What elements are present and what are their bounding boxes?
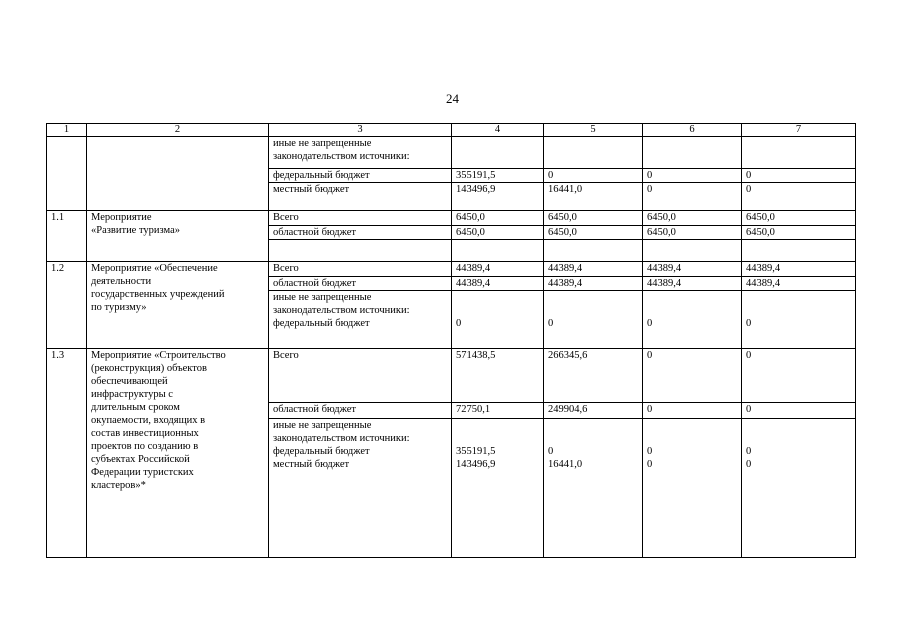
value-cell: 6450,0 <box>742 226 856 240</box>
value-cell: 0 <box>544 291 643 349</box>
source-label: иные не запрещенные законодательством источники: <box>269 137 452 169</box>
value-cell: 44389,4 <box>742 262 856 277</box>
value-cell: 44389,4 <box>452 277 544 291</box>
value-cell: 0 <box>544 169 643 183</box>
table-row <box>47 349 856 403</box>
value-cell: 266345,6 <box>544 349 643 403</box>
number-cell: 1.1 <box>47 211 87 262</box>
number-cell: 1.3 <box>47 349 87 558</box>
source-label: местный бюджет <box>269 183 452 211</box>
header-row <box>47 124 856 137</box>
value-cell: 0 <box>742 403 856 419</box>
value-cell: 44389,4 <box>544 277 643 291</box>
value-cell: 44389,4 <box>643 262 742 277</box>
number-cell <box>47 137 87 211</box>
value-cell: 6450,0 <box>643 211 742 226</box>
value-cell: 0 <box>643 291 742 349</box>
value-cell: 44389,4 <box>452 262 544 277</box>
source-label: областной бюджет <box>269 277 452 291</box>
value-cell: 0 <box>643 183 742 211</box>
header-cell: 6 <box>643 124 742 137</box>
value-cell: 0 0 <box>643 419 742 558</box>
value-cell: 6450,0 <box>643 226 742 240</box>
activity-cell: Мероприятие «Развитие туризма» <box>87 211 269 262</box>
source-label: областной бюджет <box>269 403 452 419</box>
budget-table <box>46 123 856 558</box>
table-row <box>47 262 856 277</box>
table-row <box>47 137 856 169</box>
header-cell: 7 <box>742 124 856 137</box>
source-label <box>269 240 452 262</box>
source-label: иные не запрещенные законодательством источники: федеральный бюджет <box>269 291 452 349</box>
value-cell <box>742 240 856 262</box>
header-cell: 1 <box>47 124 87 137</box>
value-cell: 0 16441,0 <box>544 419 643 558</box>
value-cell: 6450,0 <box>742 211 856 226</box>
source-label: Всего <box>269 211 452 226</box>
value-cell: 44389,4 <box>544 262 643 277</box>
activity-cell: Мероприятие «Обеспечение деятельности государственных учреждений по туризму» <box>87 262 269 349</box>
value-cell: 143496,9 <box>452 183 544 211</box>
value-cell: 44389,4 <box>742 277 856 291</box>
value-cell: 0 <box>742 291 856 349</box>
value-cell <box>544 240 643 262</box>
source-label: федеральный бюджет <box>269 169 452 183</box>
value-cell <box>643 240 742 262</box>
header-cell: 2 <box>87 124 269 137</box>
value-cell <box>544 137 643 169</box>
value-cell: 6450,0 <box>452 226 544 240</box>
value-cell: 6450,0 <box>452 211 544 226</box>
header-cell: 5 <box>544 124 643 137</box>
value-cell: 0 <box>643 349 742 403</box>
source-label: областной бюджет <box>269 226 452 240</box>
value-cell: 0 <box>452 291 544 349</box>
value-cell: 249904,6 <box>544 403 643 419</box>
value-cell: 44389,4 <box>643 277 742 291</box>
number-cell: 1.2 <box>47 262 87 349</box>
value-cell: 0 <box>742 349 856 403</box>
activity-cell <box>87 137 269 211</box>
value-cell: 6450,0 <box>544 211 643 226</box>
source-label: иные не запрещенные законодательством источники: федеральный бюджет местный бюджет <box>269 419 452 558</box>
value-cell: 6450,0 <box>544 226 643 240</box>
table-row <box>47 211 856 226</box>
value-cell: 0 <box>643 169 742 183</box>
value-cell: 0 <box>742 169 856 183</box>
value-cell: 72750,1 <box>452 403 544 419</box>
value-cell: 0 0 <box>742 419 856 558</box>
value-cell <box>643 137 742 169</box>
source-label: Всего <box>269 349 452 403</box>
value-cell: 0 <box>643 403 742 419</box>
value-cell: 0 <box>742 183 856 211</box>
activity-cell: Мероприятие «Строительство (реконструкция) объектов обеспечивающей инфраструктуры с длительным сроком окупаемости, входящих в состав инвестиционных проектов по созданию в субъектах Российской Федерации туристских кластеров»* <box>87 349 269 558</box>
value-cell: 355191,5 <box>452 169 544 183</box>
header-cell: 4 <box>452 124 544 137</box>
value-cell: 355191,5 143496,9 <box>452 419 544 558</box>
page-number: 24 <box>446 91 459 106</box>
header-cell: 3 <box>269 124 452 137</box>
value-cell: 16441,0 <box>544 183 643 211</box>
value-cell <box>452 240 544 262</box>
value-cell: 571438,5 <box>452 349 544 403</box>
source-label: Всего <box>269 262 452 277</box>
value-cell <box>452 137 544 169</box>
value-cell <box>742 137 856 169</box>
